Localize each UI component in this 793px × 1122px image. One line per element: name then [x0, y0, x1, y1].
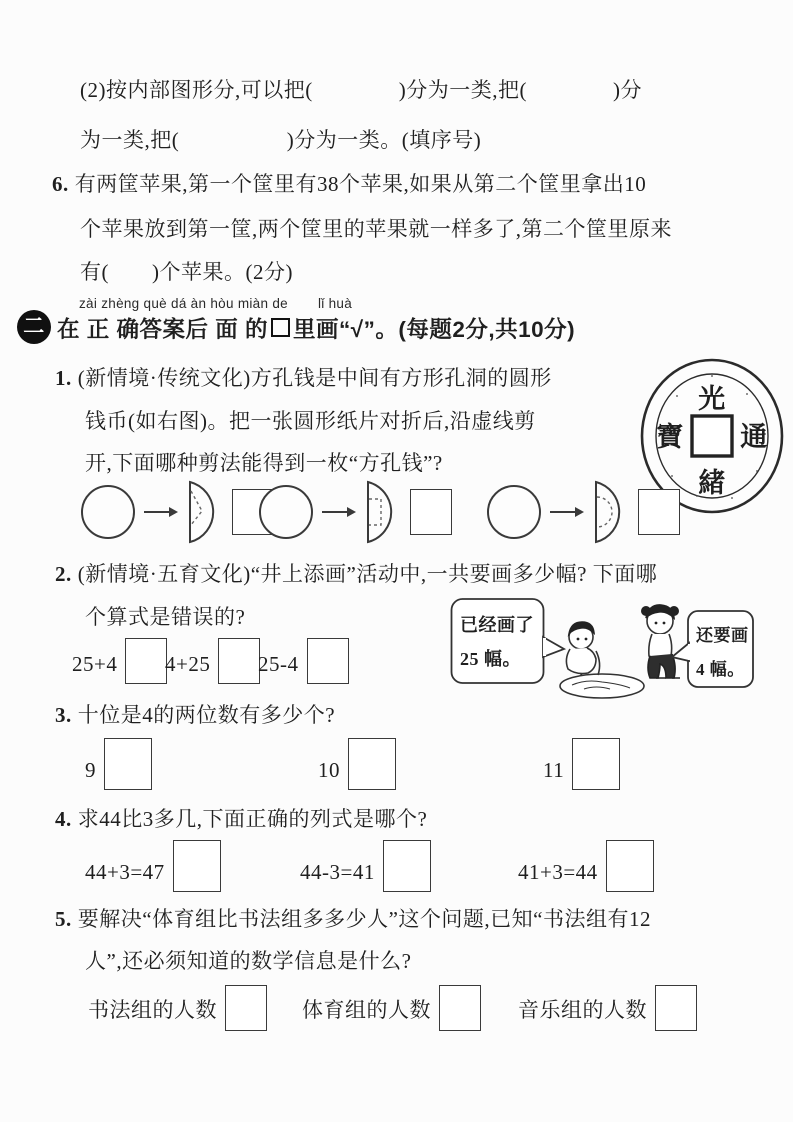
arrow-right-icon — [144, 505, 178, 519]
question-2-number: 2. — [55, 562, 72, 586]
coin-char-bottom: 緒 — [698, 468, 726, 498]
q3-option-3 — [543, 738, 620, 790]
answer-box-q5-1[interactable] — [225, 985, 267, 1031]
pinyin-main: zài zhèng què dá àn hòu miàn de — [79, 296, 288, 311]
coin-char-right: 通 — [740, 422, 768, 452]
q3-option-1 — [85, 738, 152, 790]
pinyin-gap — [288, 296, 318, 311]
question-3-text: 十位是4的两位数有多少个? — [77, 703, 336, 727]
question-1-line1 — [55, 362, 552, 392]
question-5-line1 — [55, 903, 651, 933]
q4-option-3 — [518, 840, 654, 892]
section-two-marker: 二 — [17, 310, 51, 344]
answer-box-q4-3[interactable] — [606, 840, 654, 892]
answer-box-q5-3[interactable] — [655, 985, 697, 1031]
question-6-line3: 有( )个苹果。(2分) — [80, 260, 293, 284]
q4-option-1 — [85, 840, 221, 892]
answer-box-q2-2[interactable] — [218, 638, 260, 684]
cut-option-b — [258, 478, 460, 546]
arrow-right-icon — [550, 505, 584, 519]
section-title-pre: 在 正 确答案后 面 的 — [57, 317, 269, 342]
q4-option-3-label: 41+3=44 — [518, 860, 598, 884]
q2-option-2 — [165, 638, 260, 684]
child-drawing-figure — [560, 622, 644, 698]
question-5-line2: 人”,还必须知道的数学信息是什么? — [85, 949, 412, 973]
q5-option-3 — [518, 985, 697, 1031]
question-3-line1 — [55, 699, 335, 729]
question-sub2-line2: 为一类,把( )分为一类。(填序号) — [80, 128, 482, 152]
question-2-text1: (新情境·五育文化)“井上添画”活动中,一共要画多少幅? 下面哪 — [77, 562, 658, 586]
bubble-left-line1: 已经画了 — [460, 615, 534, 635]
q2-option-3-label: 25-4 — [258, 652, 299, 676]
bubble-right-line2: 4 幅。 — [696, 660, 745, 679]
pinyin-tail: lǐ huà — [317, 296, 353, 311]
section-title-pinyin — [79, 296, 352, 311]
arrow-right-icon — [322, 505, 356, 519]
bubble-right-line1: 还要画 — [696, 626, 749, 645]
question-4-text: 求44比3多几,下面正确的列式是哪个? — [77, 807, 428, 831]
section-two-title — [57, 312, 575, 344]
answer-box-q2-3[interactable] — [307, 638, 349, 684]
q5-option-2 — [302, 985, 481, 1031]
answer-box-q1-c[interactable] — [638, 489, 680, 535]
q4-option-1-label: 44+3=47 — [85, 860, 165, 884]
circle-paper-icon — [486, 484, 542, 540]
circle-paper-icon — [258, 484, 314, 540]
q4-option-2-label: 44-3=41 — [300, 860, 375, 884]
q4-option-2 — [300, 840, 431, 892]
answer-box-q4-1[interactable] — [173, 840, 221, 892]
q3-option-1-label: 9 — [85, 758, 96, 782]
section-title-post: 里画“√”。(每题2分,共10分) — [293, 317, 576, 342]
bubble-left-line2: 25 幅。 — [460, 649, 521, 669]
question-5-text1: 要解决“体育组比书法组多多少人”这个问题,已知“书法组有12 — [77, 907, 651, 931]
question-5-number: 5. — [55, 907, 72, 931]
answer-box-q4-2[interactable] — [383, 840, 431, 892]
children-drawing-illustration — [450, 585, 755, 705]
question-2-line1 — [55, 558, 657, 588]
cut-option-c — [486, 478, 688, 546]
q5-option-3-label: 音乐组的人数 — [518, 998, 647, 1022]
q5-option-1 — [88, 985, 267, 1031]
circle-paper-icon — [80, 484, 136, 540]
answer-box-q2-1[interactable] — [125, 638, 167, 684]
question-1-number: 1. — [55, 366, 72, 390]
q2-option-1-label: 25+4 — [72, 652, 118, 676]
q3-option-2-label: 10 — [318, 758, 340, 782]
half-circle-rectangle-cut-icon — [364, 479, 402, 545]
question-2-line2: 个算式是错误的? — [85, 605, 246, 629]
question-4-number: 4. — [55, 807, 72, 831]
question-sub2-line1: (2)按内部图形分,可以把( )分为一类,把( )分 — [80, 78, 642, 102]
question-1-text1: (新情境·传统文化)方孔钱是中间有方形孔洞的圆形 — [77, 366, 552, 390]
q2-option-1 — [72, 638, 167, 684]
half-circle-diagonal-cut-icon — [186, 479, 224, 545]
answer-box-q3-2[interactable] — [348, 738, 396, 790]
coin-char-left: 寶 — [656, 422, 684, 452]
q5-option-2-label: 体育组的人数 — [302, 998, 431, 1022]
cut-option-a — [80, 478, 282, 546]
answer-box-q1-b[interactable] — [410, 489, 452, 535]
question-1-line2: 钱币(如右图)。把一张圆形纸片对折后,沿虚线剪 — [85, 409, 536, 433]
coin-char-top: 光 — [698, 384, 726, 414]
question-6-text1: 有两筐苹果,第一个筐里有38个苹果,如果从第二个筐里拿出10 — [74, 172, 647, 196]
speech-bubble-right — [672, 611, 753, 687]
answer-box-q3-1[interactable] — [104, 738, 152, 790]
checkbox-square-glyph — [271, 318, 290, 337]
q2-option-2-label: 4+25 — [165, 652, 211, 676]
speech-bubble-left — [452, 599, 565, 683]
question-4-line1 — [55, 803, 427, 833]
question-6-line1 — [52, 168, 646, 198]
question-6-number: 6. — [52, 172, 69, 196]
half-circle-semicircle-cut-icon — [592, 479, 630, 545]
answer-box-q5-2[interactable] — [439, 985, 481, 1031]
question-1-line3: 开,下面哪种剪法能得到一枚“方孔钱”? — [85, 451, 443, 475]
q2-option-3 — [258, 638, 349, 684]
q3-option-3-label: 11 — [543, 758, 565, 782]
q5-option-1-label: 书法组的人数 — [88, 998, 217, 1022]
child-standing-figure — [641, 605, 680, 678]
question-3-number: 3. — [55, 703, 72, 727]
q3-option-2 — [318, 738, 396, 790]
question-6-line2: 个苹果放到第一筐,两个筐里的苹果就一样多了,第二个筐里原来 — [80, 217, 672, 241]
answer-box-q3-3[interactable] — [572, 738, 620, 790]
